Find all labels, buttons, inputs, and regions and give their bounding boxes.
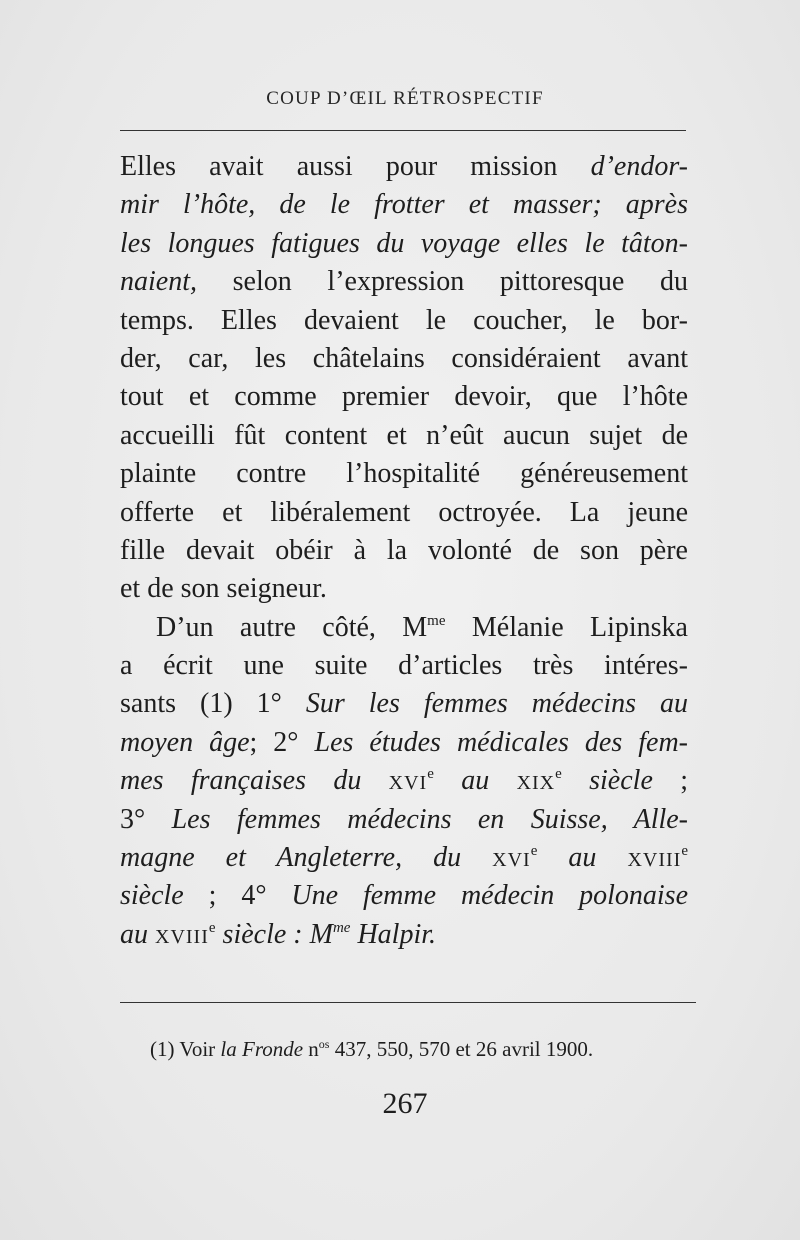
text-line: moyen âge; 2° Les études médicales des fem- (120, 726, 688, 758)
text-line: Elles avait aussi pour mission d’endor- (120, 151, 688, 182)
text-line: tout et comme premier devoir, que l’hôte (120, 381, 688, 413)
running-head: COUP D’ŒIL RÉTROSPECTIF (266, 88, 544, 109)
text-line: naient, selon l’expression pittoresque du (120, 266, 688, 298)
text-line: accueilli fût content et n’eût aucun sujet de (120, 419, 688, 451)
text-line: a écrit une suite d’articles très intéres- (120, 650, 688, 682)
text-line: au xviii$^e$ siècle : $M^{me}$ Halpir. (120, 918, 437, 950)
page-number: 267 (382, 1087, 428, 1120)
footnote: (1) Voir la Fronde $n^{os}$ 437, 550, 570 et 26 avril 1900. (150, 1037, 594, 1061)
text-line: siècle ; 4° Une femme médecin polonaise (120, 880, 688, 912)
text-line: temps. Elles devaient le coucher, le bor- (120, 304, 688, 336)
footnote-rule (120, 1002, 696, 1003)
text-line: plainte contre l’hospitalité généreusement (120, 458, 688, 490)
text-line: mes françaises du xvi$^e$ au xix$^e$ siècle ; (120, 765, 688, 797)
text-line: sants (1) 1° Sur les femmes médecins au (120, 688, 688, 720)
text-line: 3° Les femmes médecins en Suisse, Alle- (120, 803, 688, 835)
text-line: magne et Angleterre, du xvi$^e$ au xviii$^e$ (120, 842, 688, 874)
body-text (120, 148, 688, 954)
header-rule (120, 130, 686, 131)
text-line: fille devait obéir à la volonté de son père (120, 534, 688, 566)
text-line: mir l’hôte, de le frotter et masser; après (120, 189, 688, 221)
text-line: der, car, les châtelains considéraient avant (120, 342, 688, 374)
text-line: D’un autre côté, $M^{me}$ Mélanie Lipinska (156, 611, 688, 643)
text-line: les longues fatigues du voyage elles le tâton- (120, 227, 688, 259)
text-line: et de son seigneur. (120, 573, 327, 605)
text-line: offerte et libéralement octroyée. La jeune (120, 496, 688, 528)
